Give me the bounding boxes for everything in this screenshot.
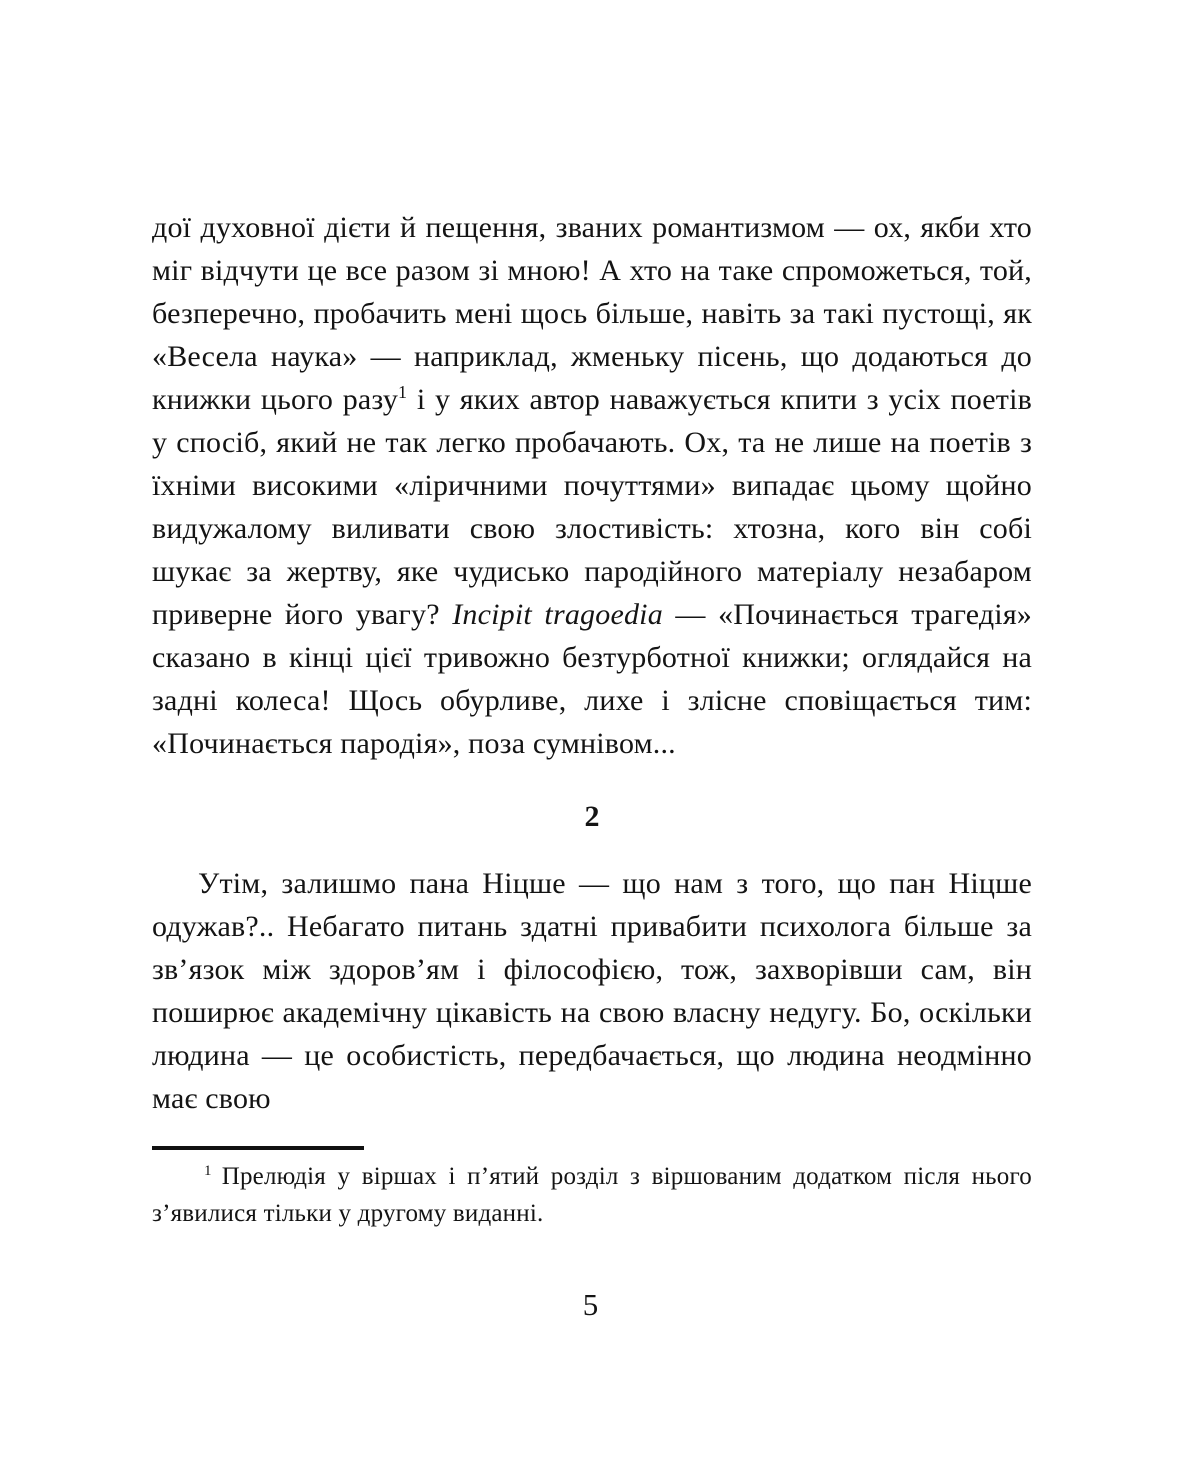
footnote <box>152 1158 1032 1232</box>
footnote-reference: 1 <box>398 382 408 402</box>
latin-italic-phrase: Incipit tragoedia <box>452 598 663 631</box>
paragraph-1-text-middle: і у яких автор наважується кпити з усіх поетів у спосіб, який не так легко пробачають. Ох, та не лише на поетів з їхніми високими «ліричними почуттями» випадає цьому щойно видужалому виливати свою злостивість: хтозна, кого він собі шукає за жертву, яке чудисько пародійного матеріалу незабаром приверне його увагу? <box>152 383 1032 631</box>
paragraph-2: Утім, залишмо пана Ніцше — що нам з того, що пан Ніцше одужав?.. Небагато питань здатні привабити психолога більше за зв’язок між здоров’ям і філософією, тож, захворівши сам, він поширює академічну цікавість на свою власну недугу. Бо, оскільки людина — це особистість, передбачається, що людина неодмінно має свою <box>152 867 1032 1115</box>
paragraph-1-text-start: дої духовної дієти й пещення, званих романтизмом — ох, якби хто міг відчути це все разом зі мною! А хто на таке спроможеться, той, безперечно, пробачить мені щось більше, навіть за такі пустощі, як «Весела наука» — наприклад, жменьку пісень, що додаються до книжки цього разу <box>152 211 1032 416</box>
footnote-text: Прелюдія у віршах і п’ятий розділ з віршованим додатком після нього з’явилися тільки у другому виданні. <box>152 1163 1032 1227</box>
paragraph-1-text-end: — «Починається трагедія» сказано в кінці цієї тривожно безтурботної книжки; оглядайся на задні колеса! Щось обурливе, лихе і злісне сповіщається тим: «Починається пародія», поза сумнівом... <box>152 598 1033 760</box>
section-number-heading: 2 <box>584 800 600 833</box>
footnote-separator-rule <box>152 1146 364 1150</box>
text-block <box>152 206 1032 1232</box>
footnote-marker: 1 <box>204 1162 212 1179</box>
paragraph-1 <box>152 206 1032 765</box>
page-number: 5 <box>582 1287 599 1322</box>
